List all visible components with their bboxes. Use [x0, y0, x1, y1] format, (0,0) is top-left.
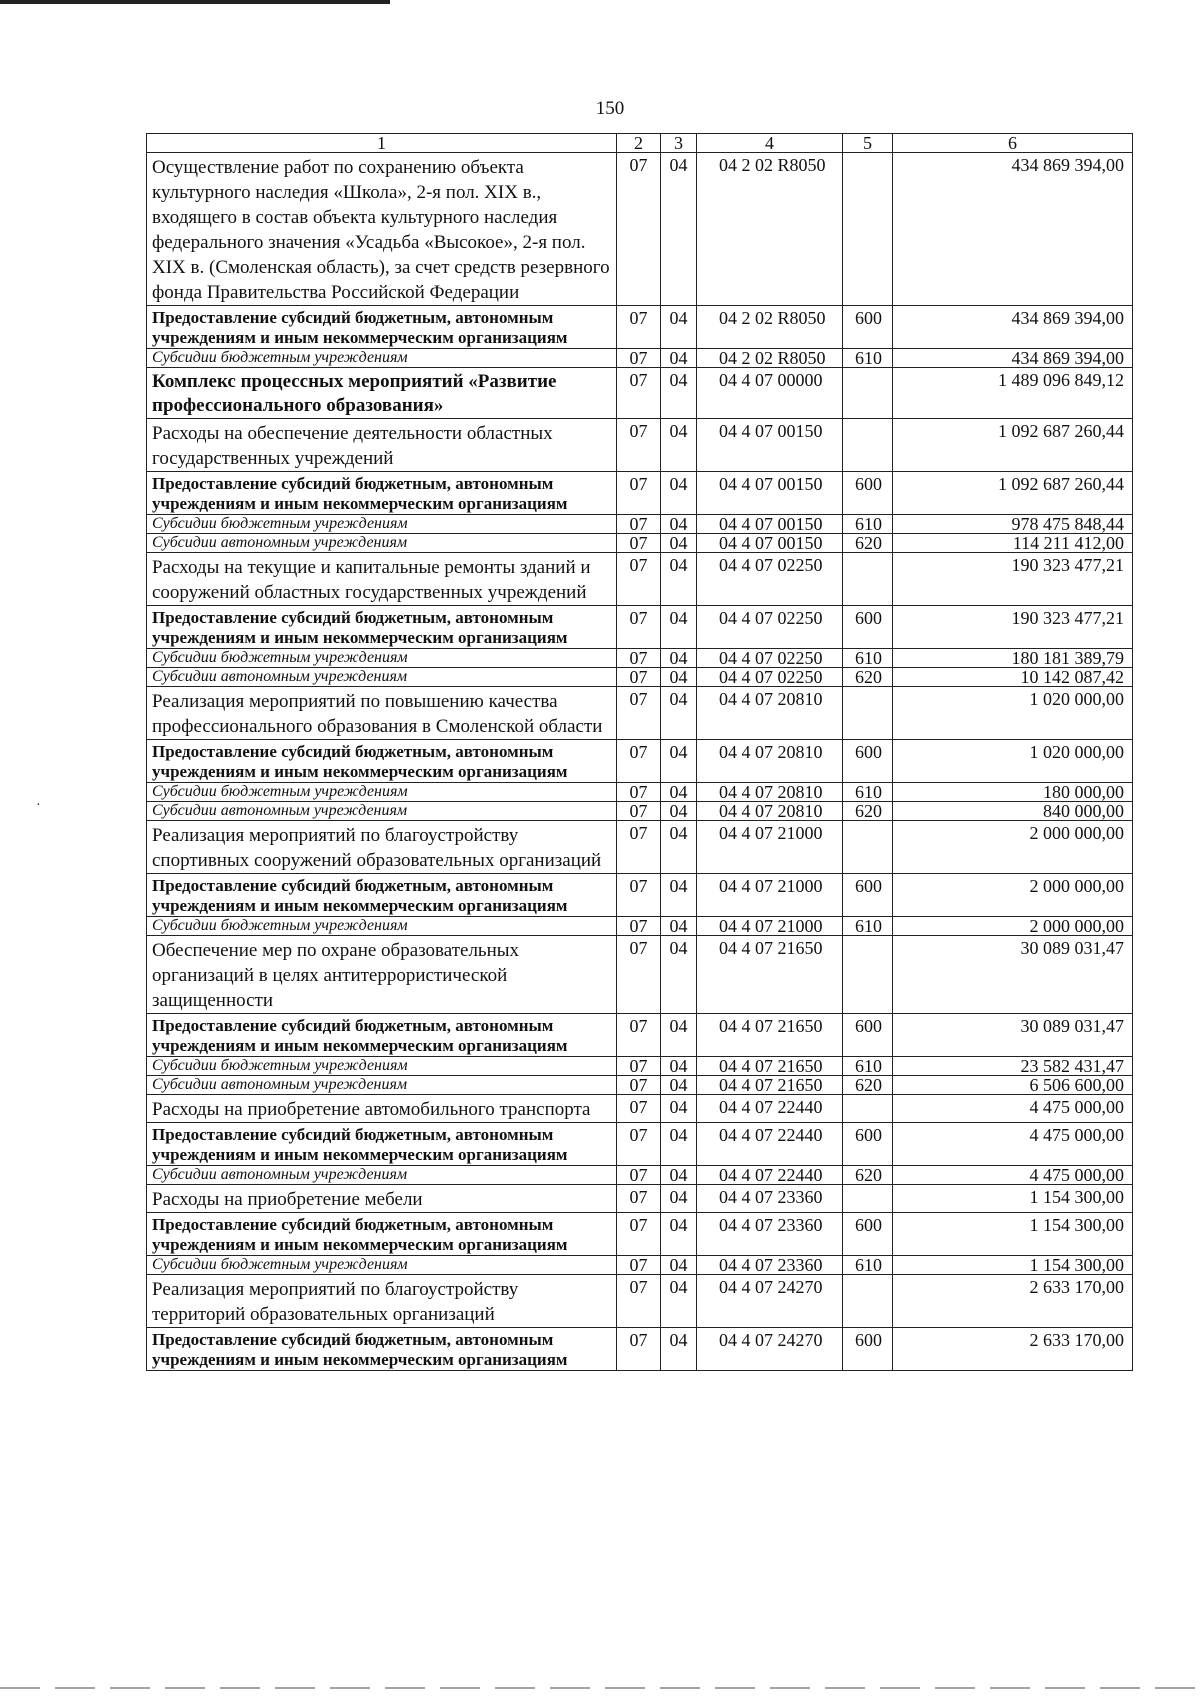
row-expense-type: 620: [843, 534, 893, 553]
row-expense-type: 620: [843, 668, 893, 687]
row-expense-type: 610: [843, 1057, 893, 1076]
row-expense-type: 610: [843, 349, 893, 368]
row-name: Предоставление субсидий бюджетным, автономным учреждениям и иным некоммерческим организациям: [147, 472, 617, 515]
row-expense-type: 600: [843, 606, 893, 649]
row-chapter: 07: [617, 783, 661, 802]
row-chapter: 07: [617, 936, 661, 1014]
table-row: [147, 368, 1133, 419]
row-name: Предоставление субсидий бюджетным, автономным учреждениям и иным некоммерческим организациям: [147, 1014, 617, 1057]
row-chapter: 07: [617, 368, 661, 419]
row-amount: 1 020 000,00: [893, 687, 1133, 740]
row-expense-type: 600: [843, 1213, 893, 1256]
row-target-article: 04 4 07 21650: [697, 1076, 843, 1095]
row-chapter: 07: [617, 534, 661, 553]
table-row: [147, 553, 1133, 606]
row-target-article: 04 4 07 21650: [697, 1014, 843, 1057]
row-name: Субсидии бюджетным учреждениям: [147, 349, 617, 368]
row-target-article: 04 4 07 21650: [697, 1057, 843, 1076]
row-amount: 4 475 000,00: [893, 1166, 1133, 1185]
row-amount: 4 475 000,00: [893, 1095, 1133, 1123]
row-target-article: 04 4 07 22440: [697, 1123, 843, 1166]
row-expense-type: 600: [843, 1328, 893, 1371]
row-target-article: 04 4 07 23360: [697, 1256, 843, 1275]
row-amount: 434 869 394,00: [893, 306, 1133, 349]
row-amount: 2 000 000,00: [893, 821, 1133, 874]
row-target-article: 04 4 07 00150: [697, 534, 843, 553]
row-amount: 2 633 170,00: [893, 1328, 1133, 1371]
row-target-article: 04 4 07 24270: [697, 1275, 843, 1328]
table-row: [147, 1057, 1133, 1076]
row-amount: 180 000,00: [893, 783, 1133, 802]
row-name: Предоставление субсидий бюджетным, автономным учреждениям и иным некоммерческим организациям: [147, 606, 617, 649]
col-header-name: 1: [147, 134, 617, 153]
row-expense-type: 600: [843, 1123, 893, 1166]
row-subsection: 04: [661, 687, 697, 740]
row-target-article: 04 4 07 21000: [697, 874, 843, 917]
row-chapter: 07: [617, 687, 661, 740]
row-amount: 1 092 687 260,44: [893, 419, 1133, 472]
row-subsection: 04: [661, 306, 697, 349]
row-subsection: 04: [661, 1076, 697, 1095]
row-amount: 1 092 687 260,44: [893, 472, 1133, 515]
row-chapter: 07: [617, 153, 661, 306]
row-amount: 1 154 300,00: [893, 1256, 1133, 1275]
col-header-target-article: 4: [697, 134, 843, 153]
row-chapter: 07: [617, 1256, 661, 1275]
col-header-expense-type: 5: [843, 134, 893, 153]
table-body: [147, 153, 1133, 1371]
row-chapter: 07: [617, 1095, 661, 1123]
table-row: [147, 917, 1133, 936]
row-target-article: 04 4 07 00000: [697, 368, 843, 419]
row-name: Предоставление субсидий бюджетным, автономным учреждениям и иным некоммерческим организациям: [147, 1123, 617, 1166]
row-chapter: 07: [617, 349, 661, 368]
row-name: Субсидии автономным учреждениям: [147, 802, 617, 821]
row-expense-type: [843, 419, 893, 472]
row-name: Предоставление субсидий бюджетным, автономным учреждениям и иным некоммерческим организациям: [147, 1213, 617, 1256]
row-amount: 180 181 389,79: [893, 649, 1133, 668]
row-expense-type: [843, 368, 893, 419]
table-row: [147, 1256, 1133, 1275]
row-target-article: 04 4 07 21000: [697, 821, 843, 874]
row-expense-type: 620: [843, 1166, 893, 1185]
row-target-article: 04 4 07 02250: [697, 553, 843, 606]
row-subsection: 04: [661, 936, 697, 1014]
table-row: [147, 821, 1133, 874]
row-chapter: 07: [617, 917, 661, 936]
row-subsection: 04: [661, 472, 697, 515]
row-name: Субсидии бюджетным учреждениям: [147, 649, 617, 668]
table-row: [147, 649, 1133, 668]
row-expense-type: [843, 1185, 893, 1213]
row-chapter: 07: [617, 1213, 661, 1256]
row-chapter: 07: [617, 1185, 661, 1213]
table-row: [147, 534, 1133, 553]
row-subsection: 04: [661, 649, 697, 668]
row-amount: 190 323 477,21: [893, 606, 1133, 649]
row-expense-type: 600: [843, 740, 893, 783]
table-row: [147, 802, 1133, 821]
row-amount: 114 211 412,00: [893, 534, 1133, 553]
table-row: [147, 1213, 1133, 1256]
row-subsection: 04: [661, 1166, 697, 1185]
table-row: [147, 1166, 1133, 1185]
table-row: [147, 306, 1133, 349]
row-subsection: 04: [661, 917, 697, 936]
row-expense-type: 600: [843, 472, 893, 515]
row-subsection: 04: [661, 802, 697, 821]
row-chapter: 07: [617, 668, 661, 687]
row-name: Обеспечение мер по охране образовательных организаций в целях антитеррористической защищенности: [147, 936, 617, 1014]
row-target-article: 04 2 02 R8050: [697, 306, 843, 349]
row-name: Субсидии автономным учреждениям: [147, 1166, 617, 1185]
row-target-article: 04 4 07 02250: [697, 649, 843, 668]
row-chapter: 07: [617, 515, 661, 534]
row-target-article: 04 4 07 22440: [697, 1095, 843, 1123]
row-expense-type: [843, 153, 893, 306]
row-target-article: 04 4 07 02250: [697, 668, 843, 687]
row-chapter: 07: [617, 874, 661, 917]
row-name: Реализация мероприятий по благоустройству спортивных сооружений образовательных организаций: [147, 821, 617, 874]
row-subsection: 04: [661, 1328, 697, 1371]
row-subsection: 04: [661, 668, 697, 687]
row-subsection: 04: [661, 1275, 697, 1328]
row-chapter: 07: [617, 306, 661, 349]
row-expense-type: [843, 1095, 893, 1123]
row-expense-type: 600: [843, 874, 893, 917]
table-row: [147, 1076, 1133, 1095]
row-name: Расходы на обеспечение деятельности областных государственных учреждений: [147, 419, 617, 472]
row-target-article: 04 4 07 00150: [697, 472, 843, 515]
table-row: [147, 687, 1133, 740]
row-amount: 1 489 096 849,12: [893, 368, 1133, 419]
row-chapter: 07: [617, 1014, 661, 1057]
row-name: Субсидии бюджетным учреждениям: [147, 783, 617, 802]
col-header-chapter: 2: [617, 134, 661, 153]
row-name: Реализация мероприятий по благоустройству территорий образовательных организаций: [147, 1275, 617, 1328]
row-subsection: 04: [661, 1256, 697, 1275]
row-expense-type: [843, 1275, 893, 1328]
row-amount: 1 154 300,00: [893, 1213, 1133, 1256]
row-subsection: 04: [661, 419, 697, 472]
row-subsection: 04: [661, 606, 697, 649]
row-subsection: 04: [661, 740, 697, 783]
table-row: [147, 783, 1133, 802]
row-name: Предоставление субсидий бюджетным, автономным учреждениям и иным некоммерческим организациям: [147, 874, 617, 917]
row-name: Реализация мероприятий по повышению качества профессионального образования в Смоленской области: [147, 687, 617, 740]
row-chapter: 07: [617, 802, 661, 821]
row-expense-type: 600: [843, 306, 893, 349]
row-target-article: 04 4 07 21650: [697, 936, 843, 1014]
table-row: [147, 472, 1133, 515]
row-name: Субсидии автономным учреждениям: [147, 668, 617, 687]
row-expense-type: 610: [843, 917, 893, 936]
table-row: [147, 936, 1133, 1014]
row-amount: 6 506 600,00: [893, 1076, 1133, 1095]
row-target-article: 04 4 07 20810: [697, 687, 843, 740]
row-subsection: 04: [661, 368, 697, 419]
row-amount: 4 475 000,00: [893, 1123, 1133, 1166]
row-amount: 1 020 000,00: [893, 740, 1133, 783]
row-chapter: 07: [617, 1057, 661, 1076]
row-subsection: 04: [661, 1095, 697, 1123]
row-amount: 434 869 394,00: [893, 349, 1133, 368]
table-row: [147, 1275, 1133, 1328]
budget-table: [146, 133, 1133, 1371]
row-amount: 190 323 477,21: [893, 553, 1133, 606]
row-target-article: 04 4 07 02250: [697, 606, 843, 649]
row-amount: 10 142 087,42: [893, 668, 1133, 687]
row-expense-type: [843, 821, 893, 874]
row-name: Субсидии бюджетным учреждениям: [147, 917, 617, 936]
row-expense-type: 610: [843, 515, 893, 534]
table-row: [147, 874, 1133, 917]
table-row: [147, 1095, 1133, 1123]
scan-bottom-artifact: [0, 1687, 1200, 1689]
row-name: Субсидии автономным учреждениям: [147, 534, 617, 553]
row-chapter: 07: [617, 740, 661, 783]
row-name: Субсидии бюджетным учреждениям: [147, 515, 617, 534]
row-expense-type: 610: [843, 1256, 893, 1275]
row-subsection: 04: [661, 534, 697, 553]
row-subsection: 04: [661, 1014, 697, 1057]
row-expense-type: 620: [843, 1076, 893, 1095]
table-row: [147, 1328, 1133, 1371]
table-row: [147, 606, 1133, 649]
row-name: Предоставление субсидий бюджетным, автономным учреждениям и иным некоммерческим организациям: [147, 1328, 617, 1371]
row-chapter: 07: [617, 649, 661, 668]
row-name: Субсидии бюджетным учреждениям: [147, 1057, 617, 1076]
row-chapter: 07: [617, 1166, 661, 1185]
row-chapter: 07: [617, 419, 661, 472]
scan-edge-mark: [0, 0, 390, 4]
row-subsection: 04: [661, 153, 697, 306]
row-amount: 2 000 000,00: [893, 874, 1133, 917]
row-target-article: 04 4 07 20810: [697, 802, 843, 821]
row-expense-type: 610: [843, 783, 893, 802]
row-target-article: 04 4 07 00150: [697, 419, 843, 472]
table-row: [147, 419, 1133, 472]
row-chapter: 07: [617, 1123, 661, 1166]
row-subsection: 04: [661, 1213, 697, 1256]
table-row: [147, 515, 1133, 534]
row-expense-type: [843, 687, 893, 740]
table-row: [147, 740, 1133, 783]
row-chapter: 07: [617, 1275, 661, 1328]
table-row: [147, 1014, 1133, 1057]
table-row: [147, 153, 1133, 306]
row-target-article: 04 4 07 21000: [697, 917, 843, 936]
row-expense-type: 620: [843, 802, 893, 821]
row-expense-type: 600: [843, 1014, 893, 1057]
row-subsection: 04: [661, 821, 697, 874]
row-target-article: 04 4 07 20810: [697, 740, 843, 783]
row-chapter: 07: [617, 1328, 661, 1371]
row-subsection: 04: [661, 1123, 697, 1166]
row-amount: 978 475 848,44: [893, 515, 1133, 534]
row-amount: 434 869 394,00: [893, 153, 1133, 306]
row-expense-type: [843, 553, 893, 606]
row-subsection: 04: [661, 874, 697, 917]
row-subsection: 04: [661, 515, 697, 534]
row-name: Расходы на приобретение автомобильного транспорта: [147, 1095, 617, 1123]
row-chapter: 07: [617, 472, 661, 515]
row-amount: 30 089 031,47: [893, 1014, 1133, 1057]
row-target-article: 04 4 07 00150: [697, 515, 843, 534]
table-row: [147, 1123, 1133, 1166]
row-chapter: 07: [617, 606, 661, 649]
row-amount: 840 000,00: [893, 802, 1133, 821]
scan-speck: ·: [36, 798, 41, 813]
row-subsection: 04: [661, 1185, 697, 1213]
row-chapter: 07: [617, 1076, 661, 1095]
row-name: Комплекс процессных мероприятий «Развитие профессионального образования»: [147, 368, 617, 419]
row-subsection: 04: [661, 553, 697, 606]
row-subsection: 04: [661, 783, 697, 802]
row-target-article: 04 4 07 23360: [697, 1213, 843, 1256]
page-number: 150: [595, 98, 625, 119]
row-target-article: 04 2 02 R8050: [697, 349, 843, 368]
row-amount: 30 089 031,47: [893, 936, 1133, 1014]
row-name: Расходы на приобретение мебели: [147, 1185, 617, 1213]
col-header-subsection: 3: [661, 134, 697, 153]
table-row: [147, 1185, 1133, 1213]
row-name: Расходы на текущие и капитальные ремонты зданий и сооружений областных государственных учреждений: [147, 553, 617, 606]
row-amount: 23 582 431,47: [893, 1057, 1133, 1076]
row-amount: 1 154 300,00: [893, 1185, 1133, 1213]
row-expense-type: 610: [843, 649, 893, 668]
table-row: [147, 668, 1133, 687]
table-header-row: [147, 134, 1133, 153]
row-name: Предоставление субсидий бюджетным, автономным учреждениям и иным некоммерческим организациям: [147, 740, 617, 783]
table-row: [147, 349, 1133, 368]
row-target-article: 04 2 02 R8050: [697, 153, 843, 306]
col-header-amount: 6: [893, 134, 1133, 153]
row-chapter: 07: [617, 821, 661, 874]
row-subsection: 04: [661, 1057, 697, 1076]
row-name: Осуществление работ по сохранению объекта культурного наследия «Школа», 2-я пол. XIX в., входящего в состав объекта культурного наследия федерального значения «Усадьба «Высокое», 2-я пол. XIX в. (Смоленская область), за счет средств резервного фонда Правительства Российской Федерации: [147, 153, 617, 306]
row-expense-type: [843, 936, 893, 1014]
row-target-article: 04 4 07 20810: [697, 783, 843, 802]
row-name: Предоставление субсидий бюджетным, автономным учреждениям и иным некоммерческим организациям: [147, 306, 617, 349]
row-subsection: 04: [661, 349, 697, 368]
row-target-article: 04 4 07 23360: [697, 1185, 843, 1213]
row-name: Субсидии автономным учреждениям: [147, 1076, 617, 1095]
row-target-article: 04 4 07 24270: [697, 1328, 843, 1371]
row-amount: 2 000 000,00: [893, 917, 1133, 936]
row-chapter: 07: [617, 553, 661, 606]
row-target-article: 04 4 07 22440: [697, 1166, 843, 1185]
row-name: Субсидии бюджетным учреждениям: [147, 1256, 617, 1275]
row-amount: 2 633 170,00: [893, 1275, 1133, 1328]
